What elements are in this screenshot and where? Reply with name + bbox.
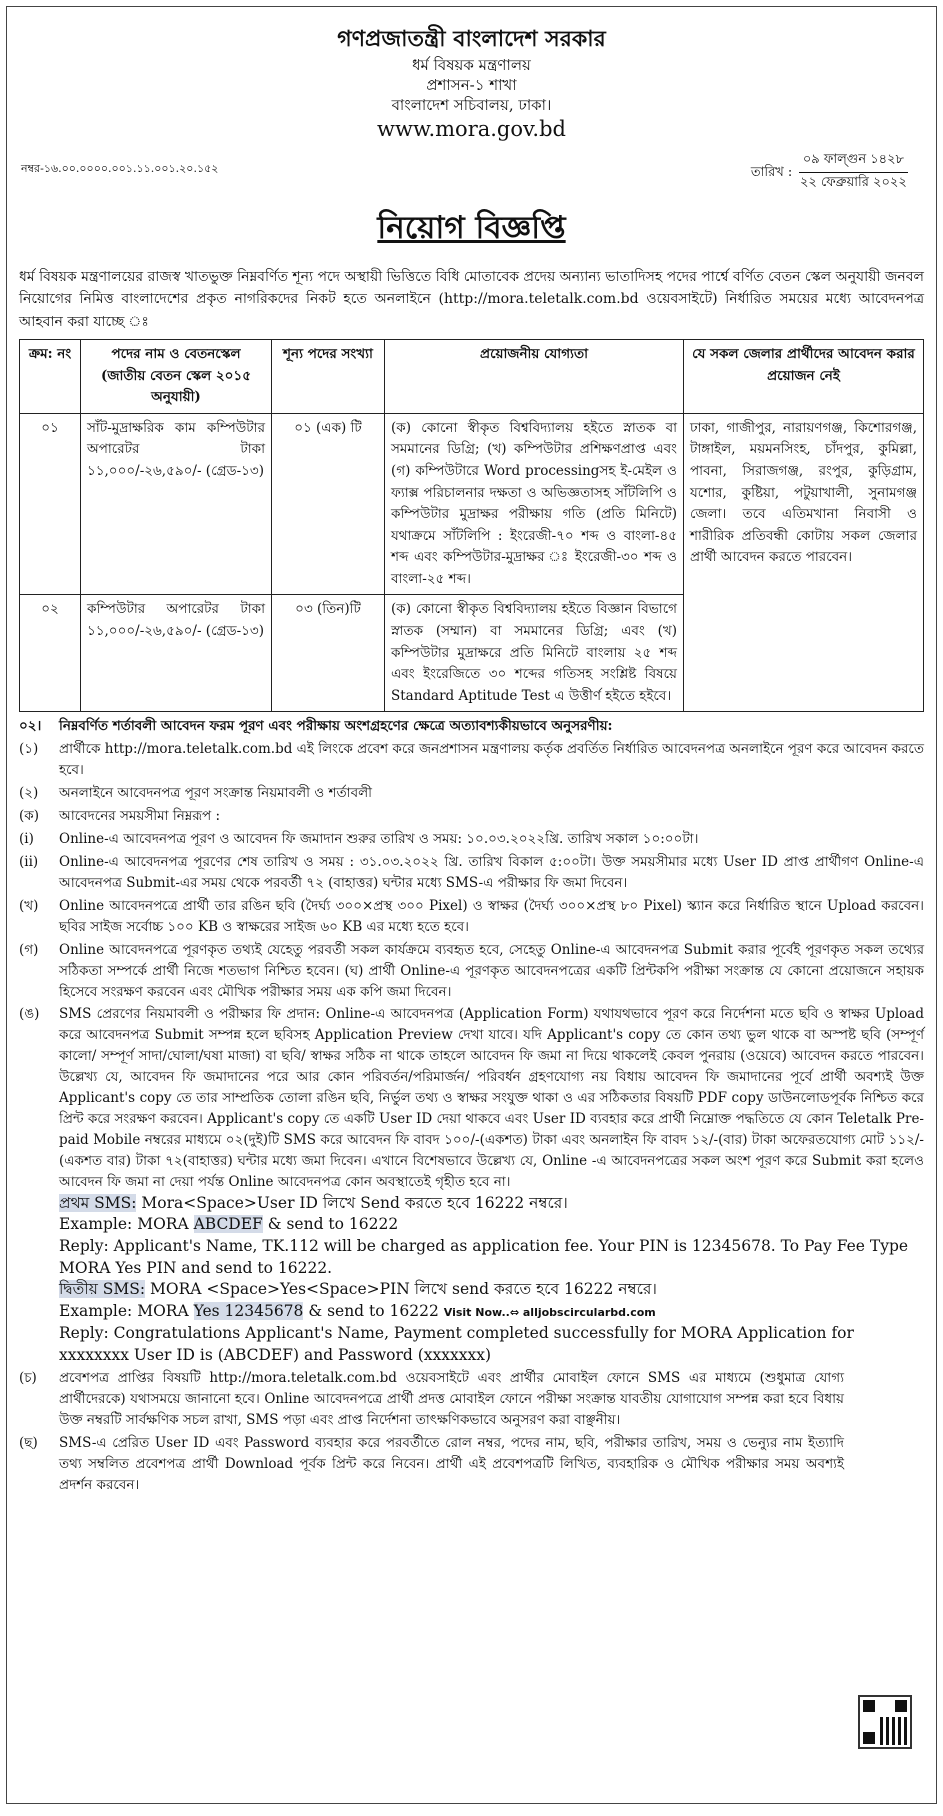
- condition-text: আবেদনের সময়সীমা নিম্নরূপ :: [59, 808, 221, 825]
- sms-example-2: [59, 1301, 924, 1323]
- memo-number: নম্বর-১৬.০০.০০০০.০০১.১১.০০১.২০.১৫২: [21, 161, 219, 175]
- condition-item: [19, 1433, 924, 1496]
- condition-text: প্রবেশপত্র প্রাপ্তির বিষয়টি http://mora.teletalk.com.bd ওয়েবসাইটে এবং প্রার্থীর মোবাইল ফোনে SMS এর মাধ্যমে (শুধুমাত্র যোগ্য প্রার্থীদেরকে) যথাসময়ে জানানো হবে। Online আবেদনপত্রে প্রার্থী প্রদত্ত মোবাইল ফোনে পরীক্ষা সংক্রান্ত যাবতীয় যোগাযোগ সম্পন্ন করা হবে বিধায় উক্ত নম্বরটি সার্বক্ষণিক সচল রাখা, SMS পড়া এবং প্রাপ্ত নির্দেশনা তাৎক্ষণিকভাবে অনুসরণ করা বাঞ্ছনীয়।: [59, 1370, 844, 1429]
- sms-second-line: [59, 1279, 924, 1301]
- qualification-cell: (ক) কোনো স্বীকৃত বিশ্ববিদ্যালয় হইতে বিজ্ঞান বিভাগে স্নাতক (সম্মান) বা সমমানের ডিগ্রি; এবং (খ) কম্পিউটার মুদ্রাক্ষরে প্রতি মিনিটে বাংলায় ২৫ শব্দ এবং ইংরেজিতে ৩০ শব্দের গতিসহ সংশ্লিষ্ট বিষয়ে Standard Aptitude Test এ উত্তীর্ণ হইতে হইবে।: [385, 595, 684, 712]
- condition-item: [19, 1368, 924, 1431]
- condition-text: Online-এ আবেদনপত্র পূরণ ও আবেদন ফি জমাদান শুরুর তারিখ ও সময়: ১০.০৩.২০২২খ্রি. তারিখ সকাল ১০:০০টা।: [59, 831, 699, 848]
- first-sms-text: Mora<Space>User ID লিখে Send করতে হবে 16222 নম্বরে।: [136, 1193, 568, 1212]
- conditions-section: [19, 716, 924, 1495]
- conditions-heading: [19, 716, 924, 737]
- second-sms-label: দ্বিতীয় SMS:: [59, 1280, 146, 1299]
- date-english: ২২ ফেব্রুয়ারি ২০২২: [799, 174, 907, 190]
- condition-mark: (ছ): [19, 1435, 38, 1451]
- condition-item: [19, 940, 924, 1003]
- second-sms-text: MORA <Space>Yes<Space>PIN লিখে send করতে হবে 16222 নম্বরে।: [145, 1280, 657, 1299]
- condition-item: [19, 896, 924, 938]
- condition-text: প্রার্থীকে http://mora.teletalk.com.bd এই লিংকে প্রবেশ করে জনপ্রশাসন মন্ত্রণালয় কর্তৃক প্রবর্তিত নির্ধারিত আবেদনপত্র অনলাইনে পূরণ করে আবেদন করতে হবে।: [59, 741, 924, 779]
- serial-cell: ০১: [20, 413, 81, 595]
- government-name: গণপ্রজাতন্ত্রী বাংলাদেশ সরকার: [337, 26, 606, 52]
- condition-mark: (খ): [19, 897, 39, 914]
- condition-mark: (২): [19, 785, 39, 802]
- condition-item: [19, 739, 924, 781]
- table-row: [20, 413, 924, 595]
- example-prefix: Example: MORA: [59, 1215, 194, 1234]
- sms-instructions: [59, 1193, 924, 1367]
- col-serial: ক্রম: নং: [20, 339, 81, 413]
- qualification-cell: (ক) কোনো স্বীকৃত বিশ্ববিদ্যালয় হইতে স্নাতক বা সমমানের ডিগ্রি; (খ) কম্পিউটার প্রশিক্ষণপ্রাপ্ত এবং (গ) কম্পিউটারে Word processingসহ ই-মেইল ও ফ্যাক্স পরিচালনার দক্ষতা ও অভিজ্ঞতাসহ সাঁটলিপি ও কম্পিউটার মুদ্রাক্ষর পরীক্ষায় গতি (প্রতি মিনিটে) যথাক্রমে সাঁটলিপি : ইংরেজী-৭০ শব্দ ও বাংলা-৪৫ শব্দ এবং কম্পিউটার-মুদ্রাক্ষর ঃ ইংরেজী-৩০ শব্দ ও বাংলা-২৫ শব্দ।: [385, 413, 684, 595]
- vacancy-cell: ০১ (এক) টি: [272, 413, 385, 595]
- condition-text: Online আবেদনপত্রে পূরণকৃত তথ্যই যেহেতু পরবর্তী সকল কার্যক্রমে ব্যবহৃত হবে, সেহেতু Online-এ আবেদনপত্র Submit করার পূর্বেই পূরণকৃত সকল তথ্যের সঠিকতা সম্পর্কে প্রার্থী নিজে শতভাগ নিশ্চিত হবেন। (ঘ) প্রার্থী Online-এ পূরণকৃত আবেদনপত্রের একটি প্রিন্টকপি পরীক্ষা সংক্রান্ত যে কোনো প্রয়োজনে সহায়ক হিসেবে সংরক্ষণ করবেন এবং মৌখিক পরীক্ষার সময় এক কপি জমা দিবেন।: [59, 941, 924, 1000]
- col-districts: যে সকল জেলার প্রার্থীদের আবেদন করার প্রয়োজন নেই: [684, 339, 924, 413]
- example-user-id: ABCDEF: [193, 1215, 263, 1234]
- condition-mark: (গ): [19, 941, 39, 958]
- post-cell: কম্পিউটার অপারেটর টাকা ১১,০০০/-২৬,৫৯০/- (গ্রেড-১৩): [81, 595, 272, 712]
- date-block: [750, 150, 908, 194]
- notice-page: [6, 6, 937, 1804]
- intro-paragraph: ধর্ম বিষয়ক মন্ত্রণালয়ের রাজস্ব খাতভুক্ত নিম্নবর্ণিত শূন্য পদে অস্থায়ী ভিত্তিতে বিধি মোতাবেক প্রদেয় অন্যান্য ভাতাদিসহ পদের পার্শ্বে বর্ণিত বেতন স্কেল অনুযায়ী জনবল নিয়োগের নিমিত্ত বাংলাদেশের প্রকৃত নাগরিকদের নিকট হতে অনলাইনে (http://mora.teletalk.com.bd ওয়েবসাইটে) নির্ধারিত সময়ের মধ্যে আবেদনপত্র আহবান করা যাচ্ছে ঃ: [19, 268, 924, 330]
- example-suffix: & send to 16222: [303, 1302, 444, 1321]
- table-header-row: [20, 339, 924, 413]
- condition-text: Online-এ আবেদনপত্র পূরণের শেষ তারিখ ও সময় : ৩১.০৩.২০২২ খ্রি. তারিখ বিকাল ৫:০০টা। উক্ত সময়সীমার মধ্যে User ID প্রাপ্ত প্রার্থীগণ Online-এ আবেদনপত্র Submit-এর সময় থেকে পরবর্তী ৭২ (বাহাত্তর) ঘন্টার মধ্যে SMS-এ পরীক্ষার ফি জমা দিবেন।: [59, 853, 924, 891]
- example-pin: Yes 12345678: [193, 1302, 304, 1321]
- condition-mark: (১): [19, 741, 39, 758]
- page-title: নিয়োগ বিজ্ঞপ্তি: [377, 209, 566, 246]
- col-qualification: প্রয়োজনীয় যোগ্যতা: [385, 339, 684, 413]
- condition-item: [19, 783, 924, 804]
- excluded-districts-cell: ঢাকা, গাজীপুর, নারায়ণগঞ্জ, কিশোরগঞ্জ, টাঙ্গাইল, ময়মনসিংহ, চাঁদপুর, কুমিল্লা, পাবনা, সিরাজগঞ্জ, রংপুর, কুড়িগ্রাম, যশোর, কুষ্টিয়া, পটুয়াখালী, সুনামগঞ্জ জেলা। তবে এতিমখানা নিবাসী ও শারীরিক প্রতিবন্ধী কোটায় সকল জেলার প্রার্থী আবেদন করতে পারবেন।: [684, 413, 924, 712]
- condition-mark: (i): [19, 831, 34, 848]
- condition-heading-text: নিম্নবর্ণিত শর্তাবলী আবেদন ফরম পূরণ এবং পরীক্ষায় অংশগ্রহণের ক্ষেত্রে অত্যাবশ্যকীয়ভাবে অনুসরণীয়:: [59, 718, 613, 735]
- date-label: তারিখ :: [750, 164, 793, 180]
- sms-example-1: [59, 1214, 924, 1236]
- condition-mark: (ঙ): [19, 1006, 40, 1023]
- sms-first-line: [59, 1193, 924, 1215]
- serial-cell: ০২: [20, 595, 81, 712]
- ministry-name: ধর্ম বিষয়ক মন্ত্রণালয়: [412, 55, 531, 74]
- post-cell: সাঁট-মুদ্রাক্ষরিক কাম কম্পিউটার অপারেটর টাকা ১১,০০০/-২৬,৫৯০/- (গ্রেড-১৩): [81, 413, 272, 595]
- date-bangla: ০৯ ফাল্গুন ১৪২৮: [799, 150, 908, 173]
- reference-row: [19, 148, 924, 192]
- condition-mark: (ii): [19, 853, 39, 870]
- condition-text: Online আবেদনপত্রে প্রার্থী তার রঙিন ছবি (দৈর্ঘ্য ৩০০×প্রস্থ ৩০০ Pixel) ও স্বাক্ষর (দৈর্ঘ্য ৩০০×প্রস্থ ৮০ Pixel) স্ক্যান করে নির্ধারিত স্থানে Upload করবেন। ছবির সাইজ সর্বোচ্চ ১০০ KB ও স্বাক্ষরের সাইজ ৬০ KB এর মধ্যে হতে হবে।: [59, 897, 924, 935]
- qr-code-icon: [858, 1695, 912, 1749]
- website-link[interactable]: www.mora.gov.bd: [377, 117, 566, 142]
- condition-text: SMS প্রেরণের নিয়মাবলী ও পরীক্ষার ফি প্রদান: Online-এ আবেদনপত্র (Application Form) যথাযথভাবে পূরণ করে নির্দেশনা মতে ছবি ও স্বাক্ষর Upload করে আবেদনপত্র Submit সম্পন্ন হলে ছবিসহ Application Preview দেখা যাবে। যদি Applicant's copy তে কোন তথ্য ভুল থাকে বা অস্পষ্ট ছবি (সম্পূর্ণ কালো/ সম্পূর্ণ সাদা/ঘোলা/ঘষা মাজা) বা ছবি/ স্বাক্ষর সঠিক না থাকে তাহলে আবেদন ফি জমা না দিয়ে থাকলেই কেবল পুনরায় (ওয়েবে) আবেদন করতে পারবেন। উল্লেখ্য যে, আবেদন ফি জমাদানের পরে আর কোন পরিবর্তন/পরিমার্জন/ পরিবর্ধন গ্রহণযোগ্য নয় বিধায় আবেদন ফি জমাদানের পূর্বে প্রার্থী অবশ্যই উক্ত Applicant's copy তে তার সাম্প্রতিক তোলা রঙিন ছবি, নির্ভুল তথ্য ও স্বাক্ষর সংযুক্ত থাকা ও এর সঠিকতার বিষয়টি PDF copy ডাউনলোডপূর্বক নিশ্চিত করে প্রিন্ট করে সংরক্ষণ করবেন। Applicant's copy তে একটি User ID দেয়া থাকবে এবং User ID ব্যবহার করে প্রার্থী নিম্নোক্ত পদ্ধতিতে যে কোন Teletalk Pre-paid Mobile নম্বরের মাধ্যমে ০২(দুই)টি SMS করে আবেদন ফি বাবদ ১০০/-(একশত) টাকা এবং অনলাইন ফি বাবদ ১২/-(বার) টাকা অফেরতযোগ্য মোট ১১২/-(একশত বার) টাকা ৭২(বাহাত্তর) ঘন্টার মধ্যে জমা দিবেন। এখানে বিশেষভাবে উল্লেখ্য যে, Online -এ আবেদনপত্রের সকল অংশ পূরণ করে Submit করা হলেও আবেদন ফি জমা না দেয়া পর্যন্ত Online আবেদনপত্র কোন অবস্থাতেই গৃহীত হবে না।: [59, 1006, 924, 1190]
- col-post: পদের নাম ও বেতনস্কেল (জাতীয় বেতন স্কেল ২০১৫ অনুযায়ী): [81, 339, 272, 413]
- condition-mark: (ক): [19, 808, 39, 825]
- condition-mark: (চ): [19, 1370, 37, 1387]
- vacancy-cell: ০৩ (তিন)টি: [272, 595, 385, 712]
- example-suffix: & send to 16222: [262, 1215, 399, 1234]
- branch-name: প্রশাসন-১ শাখা: [426, 75, 517, 94]
- condition-text: SMS-এ প্রেরিত User ID এবং Password ব্যবহার করে পরবর্তীতে রোল নম্বর, পদের নাম, ছবি, পরীক্ষার তারিখ, সময় ও ভেন্যুর নাম ইত্যাদি তথ্য সম্বলিত প্রবেশপত্র প্রার্থী Download পূর্বক প্রিন্ট করে নিবেন। প্রার্থী এই প্রবেশপত্রটি লিখিত, ব্যবহারিক ও মৌখিক পরীক্ষার সময় অবশ্যই প্রদর্শন করবেন।: [59, 1435, 844, 1493]
- watermark-text: Visit Now..⇔ alljobscircularbd.com: [443, 1306, 656, 1320]
- condition-mark: ০২।: [19, 718, 42, 735]
- vacancy-table: [19, 339, 924, 713]
- sms-reply-2: Reply: Congratulations Applicant's Name, Payment completed successfully for MORA Application for xxxxxxxx User ID is (ABCDEF) and Password (xxxxxxx): [59, 1323, 854, 1364]
- condition-item: [19, 852, 924, 894]
- condition-item: [19, 829, 924, 850]
- condition-item: [19, 806, 924, 827]
- example-prefix: Example: MORA: [59, 1302, 194, 1321]
- condition-item: [19, 1004, 924, 1192]
- col-vacancy: শূন্য পদের সংখ্যা: [272, 339, 385, 413]
- office-address: বাংলাদেশ সচিবালয়, ঢাকা।: [391, 96, 552, 115]
- first-sms-label: প্রথম SMS:: [59, 1193, 137, 1212]
- letterhead: [19, 25, 924, 144]
- condition-text: অনলাইনে আবেদনপত্র পূরণ সংক্রান্ত নিয়মাবলী ও শর্তাবলী: [59, 785, 373, 802]
- sms-reply-1: Reply: Applicant's Name, TK.112 will be charged as application fee. Your PIN is 12345678. To Pay Fee Type MORA Yes PIN and send to 16222.: [59, 1237, 909, 1277]
